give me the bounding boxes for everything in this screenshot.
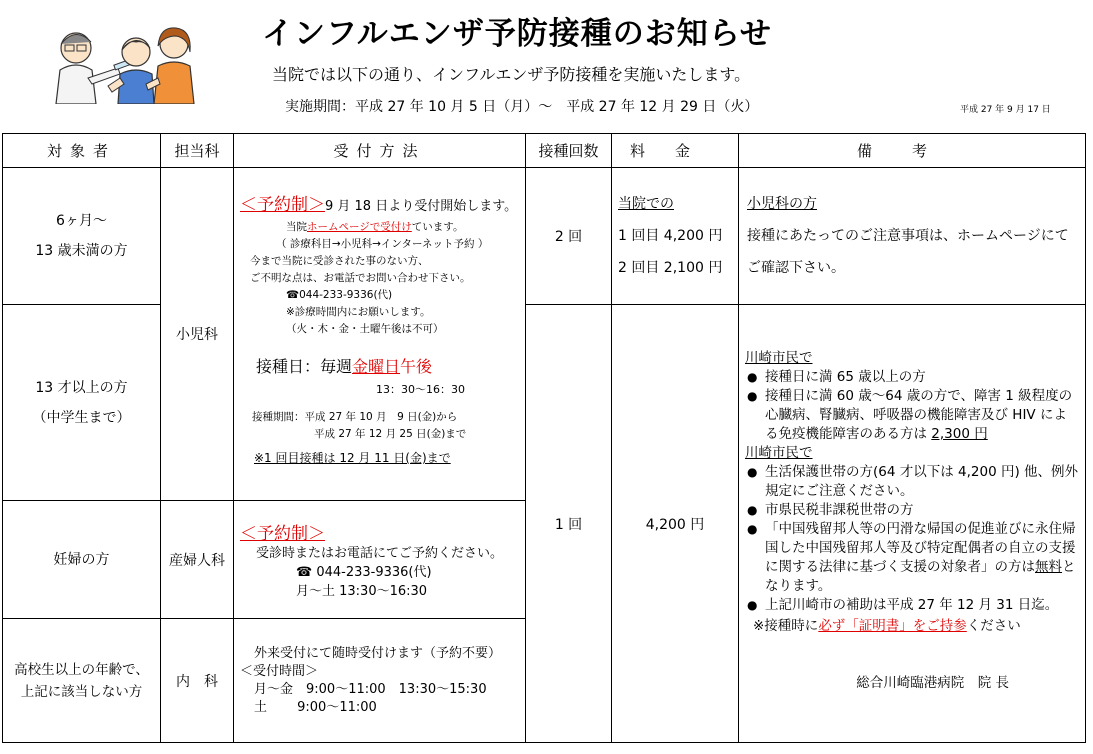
page-title: インフルエンザ予防接種のお知らせ xyxy=(262,16,772,52)
notice-date: 平成 27 年 9 月 17 日 xyxy=(960,105,1051,115)
table-row xyxy=(3,168,1086,305)
dept-obgyn: 産婦人科 xyxy=(161,501,234,619)
notes-adult: 川崎市民で ● 接種日に満 65 歳以上の方 ● 接種日に満 60 歳～64 歳の方で、障害 1 級程度の心臓病、腎臓病、呼吸器の機能障害及び HIV による免疫機能障害のある方は 2,300 円 川崎市民で ● 生活保護世帯の方(64 才以下は 4,200 円) 他、例外規定にご注意ください。 ● 市県民税非課税世帯の方 ● 「中国残留邦人等の円滑な帰国の促進並びに永住帰国した中国残留邦人等及び特定配偶者の自立の支援に関する法律に基づく支援の対象者」の方は無料となります。 ● 上記川崎市の補助は平成 27 年 12 月 31 日迄。 ※接種時に必ず「証明書」をご持参ください 総合川崎臨港病院 院 長 xyxy=(739,305,1086,743)
target-junior-high: 13 才以上の方 （中学生まで） xyxy=(3,305,161,501)
header-fee: 料金 xyxy=(612,134,739,168)
dept-internal: 内 科 xyxy=(161,619,234,743)
notes-child: 小児科の方 接種にあたってのご注意事項は、ホームページにてご確認下さい。 xyxy=(739,168,1086,305)
fee-child: 当院での 1 回目 4,200 円 2 回目 2,100 円 xyxy=(612,168,739,305)
vaccination-illustration xyxy=(48,22,200,104)
vaccination-table xyxy=(2,133,1086,743)
fee-adult: 4,200 円 xyxy=(612,305,739,743)
header-count: 接種回数 xyxy=(526,134,612,168)
header-dept: 担当科 xyxy=(161,134,234,168)
count-child: 2 回 xyxy=(526,168,612,305)
header-notes: 備考 xyxy=(739,134,1086,168)
header-target: 対象者 xyxy=(3,134,161,168)
target-pregnant: 妊婦の方 xyxy=(3,501,161,619)
target-general: 高校生以上の年齢で、 上記に該当しない方 xyxy=(3,619,161,743)
method-obgyn: ＜予約制＞ 受診時またはお電話にてご予約ください。 ☎ 044-233-9336(代) 月～土 13:30～16:30 xyxy=(234,501,526,619)
header-method: 受付方法 xyxy=(234,134,526,168)
phone-number: ☎ 044-233-9336(代) xyxy=(296,564,432,580)
dept-pediatrics: 小児科 xyxy=(161,168,234,501)
phone-number: ☎044-233-9336(代) xyxy=(286,289,393,301)
table-header-row xyxy=(3,134,1086,168)
homepage-link[interactable]: ホームページで受付け xyxy=(307,221,412,233)
vaccination-period: 実施期間：平成 27 年 10 月 5 日（月）～ 平成 27 年 12 月 29 日（火） xyxy=(285,99,759,115)
target-child: 6ヶ月～ 13 歳未満の方 xyxy=(3,168,161,305)
method-internal: 外来受付にて随時受付けます（予約不要） ＜受付時間＞ 月～金 9:00～11:00 13:30～15:30 土 9:00～11:00 xyxy=(234,619,526,743)
count-adult: 1 回 xyxy=(526,305,612,743)
signature: 総合川崎臨港病院 院 長 xyxy=(856,675,1009,691)
method-pediatrics: ＜予約制＞9 月 18 日より受付開始します。 当院ホームページで受付けています。 （ 診療科目→小児科→インターネット予約 ） 今まで当院に受診された事のない方、 ご不明な点は、お電話でお問い合わせ下さい。 ☎044-233-9336(代) ※診療時間内にお願いします。 （火・木・金・土曜午後は不可） 接種日：毎週金曜日午後 13：30～16：30 接種期間：平成 27 年 10 月 9 日(金)から 平成 27 年 12 月 25 日(金)まで ※1 回目接種は 12 月 11 日(金)まで xyxy=(234,168,526,501)
intro-text: 当院では以下の通り、インフルエンザ予防接種を実施いたします。 xyxy=(272,65,751,84)
